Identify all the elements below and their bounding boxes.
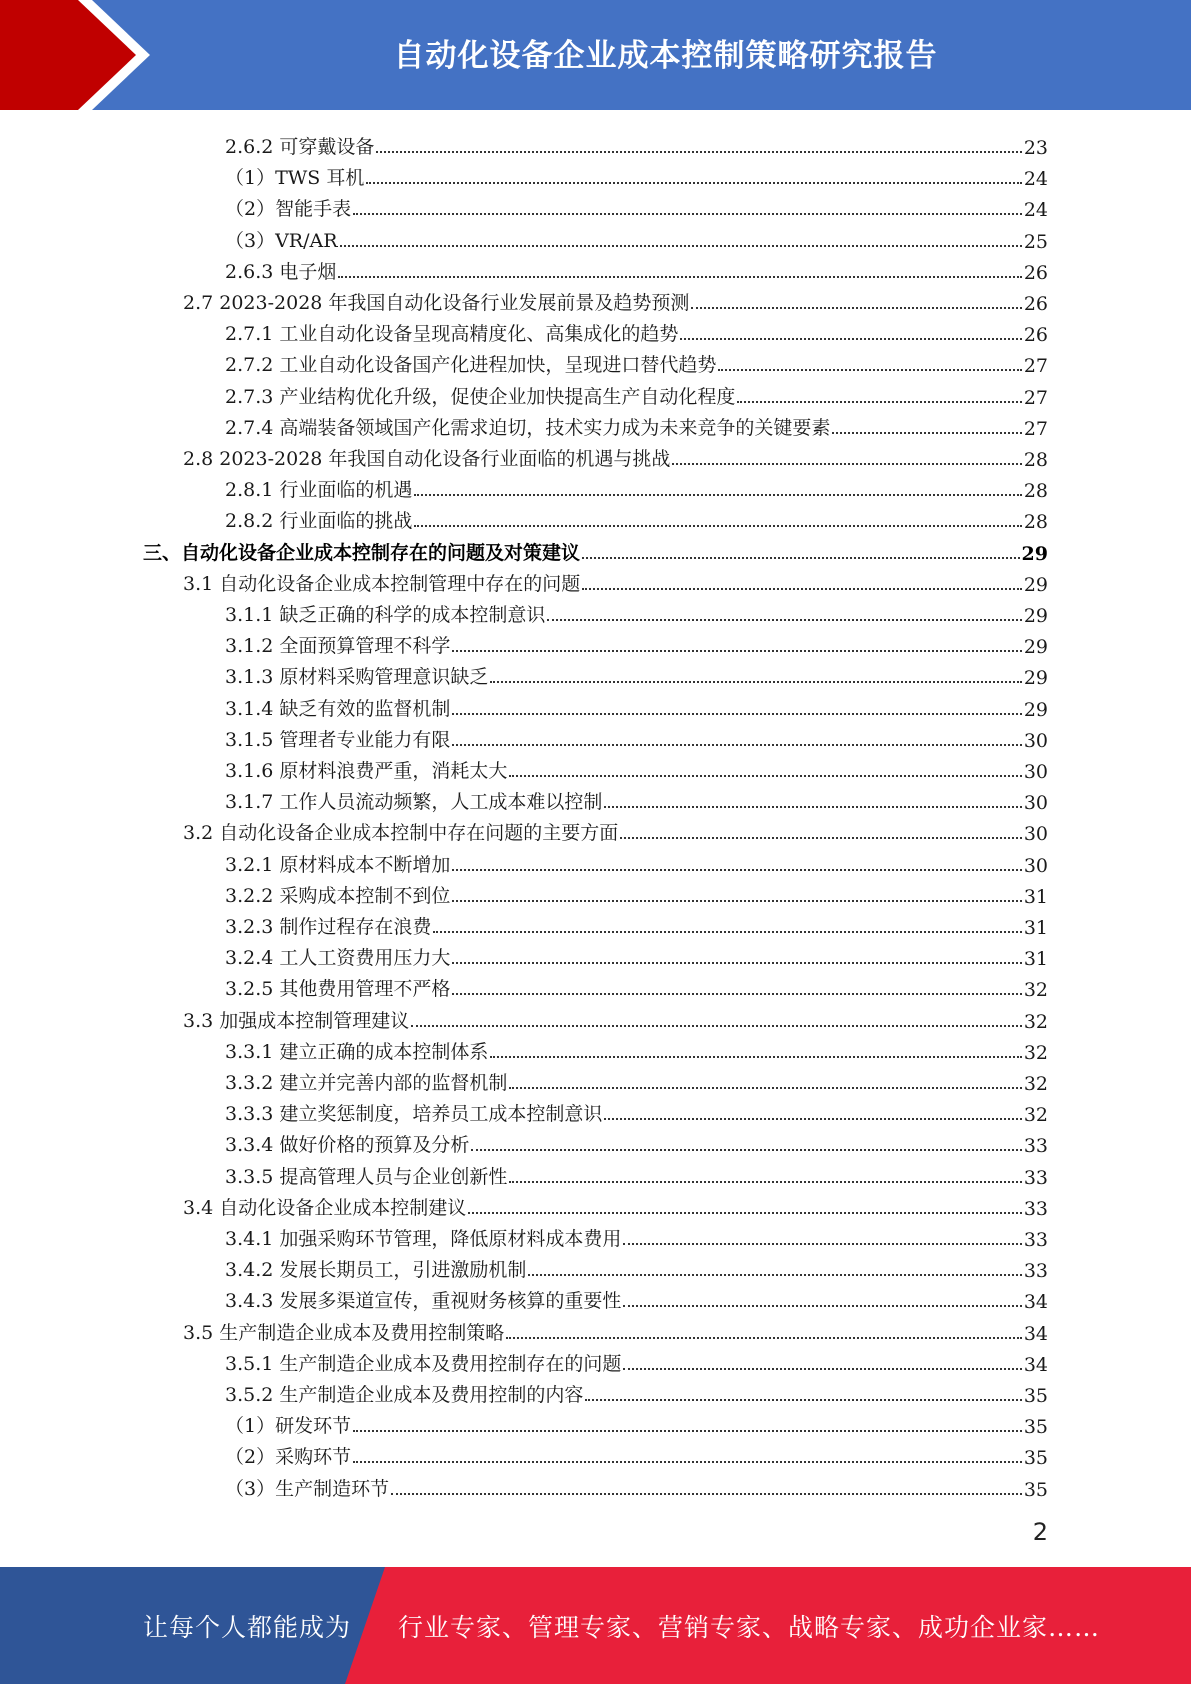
toc-entry[interactable] <box>225 471 1048 502</box>
toc-dot-leader <box>585 1399 1021 1401</box>
toc-entry[interactable] <box>183 1314 1048 1345</box>
toc-entry-page: 28 <box>1023 449 1048 471</box>
toc-entry-page: 29 <box>1023 605 1048 627</box>
toc-entry-title: 3.3.3 建立奖惩制度，培养员工成本控制意识 <box>225 1103 603 1126</box>
toc-entry-title: 3.3.2 建立并完善内部的监督机制 <box>225 1072 508 1094</box>
toc-entry-title: 3.2 自动化设备企业成本控制中存在问题的主要方面 <box>183 822 619 845</box>
toc-entry-page: 30 <box>1023 823 1048 846</box>
toc-entry-page: 35 <box>1023 1447 1048 1470</box>
toc-entry-page: 32 <box>1023 1010 1048 1033</box>
toc-entry-page: 34 <box>1023 1353 1048 1376</box>
toc-dot-leader <box>353 213 1022 215</box>
toc-entry-title: 3.4.1 加强采购环节管理，降低原材料成本费用 <box>225 1228 622 1250</box>
toc-entry[interactable] <box>225 378 1048 409</box>
toc-entry[interactable] <box>225 1438 1048 1469</box>
toc-entry-page: 32 <box>1023 1104 1048 1127</box>
toc-dot-leader <box>433 931 1021 933</box>
toc-entry-page: 23 <box>1023 137 1048 159</box>
toc-entry[interactable] <box>225 222 1048 253</box>
toc-entry-title: （3）生产制造环节 <box>225 1477 390 1500</box>
toc-dot-leader <box>452 744 1021 746</box>
toc-entry[interactable] <box>225 315 1048 346</box>
toc-dot-leader <box>604 806 1021 808</box>
toc-entry[interactable] <box>225 502 1048 533</box>
toc-entry-page: 30 <box>1023 729 1048 752</box>
toc-dot-leader <box>582 588 1022 590</box>
toc-dot-leader <box>338 276 1021 278</box>
toc-entry[interactable] <box>225 846 1048 877</box>
toc-entry-page: 33 <box>1023 1197 1048 1220</box>
toc-entry-title: （2）智能手表 <box>225 198 352 221</box>
toc-entry-page: 26 <box>1023 261 1048 284</box>
toc-entry[interactable] <box>225 1033 1048 1064</box>
page-number: 2 <box>1032 1518 1048 1546</box>
toc-entry-title: （1）研发环节 <box>225 1415 352 1438</box>
toc-dot-leader <box>340 245 1022 247</box>
toc-dot-leader <box>509 1181 1021 1183</box>
toc-entry-title: 3.4.3 发展多渠道宣传，重视财务核算的重要性 <box>225 1290 622 1313</box>
toc-entry-title: 2.8 2023-2028 年我国自动化设备行业面临的机遇与挑战 <box>183 448 671 470</box>
toc-entry-title: 2.7.3 产业结构优化升级，促使企业加快提高生产自动化程度 <box>225 385 736 408</box>
toc-entry[interactable] <box>225 877 1048 908</box>
page-footer <box>0 1567 1191 1684</box>
toc-dot-leader <box>353 1461 1022 1463</box>
toc-entry-title: （1）TWS 耳机 <box>225 167 365 190</box>
page-header <box>0 0 1191 110</box>
toc-dot-leader <box>490 681 1021 683</box>
toc-dot-leader <box>672 463 1021 465</box>
toc-entry[interactable] <box>225 159 1048 190</box>
header-chevron-icon <box>0 0 200 110</box>
toc-entry-title: 3.1.3 原材料采购管理意识缺乏 <box>225 666 489 689</box>
toc-entry-page: 32 <box>1023 979 1048 1002</box>
toc-entry-title: 3.2.5 其他费用管理不严格 <box>225 978 451 1001</box>
toc-dot-leader <box>832 432 1021 434</box>
toc-entry-title: 3.2.4 工人工资费用压力大 <box>225 947 451 970</box>
toc-dot-leader <box>468 1212 1022 1214</box>
toc-entry[interactable] <box>225 752 1048 783</box>
toc-dot-leader <box>623 1368 1021 1370</box>
toc-entry-page: 33 <box>1023 1229 1048 1251</box>
toc-entry-title: 3.3 加强成本控制管理建议 <box>183 1009 410 1032</box>
toc-entry-title: 2.7.2 工业自动化设备国产化进程加快，呈现进口替代趋势 <box>225 354 717 377</box>
toc-dot-leader <box>604 1118 1021 1120</box>
toc-dot-leader <box>547 619 1021 621</box>
toc-dot-leader <box>452 993 1021 995</box>
toc-entry[interactable] <box>225 190 1048 221</box>
toc-entry-page: 30 <box>1023 761 1048 783</box>
toc-entry-title: 2.8.2 行业面临的挑战 <box>225 510 413 533</box>
toc-dot-leader <box>506 1337 1022 1339</box>
toc-entry[interactable] <box>225 1158 1048 1189</box>
toc-entry[interactable] <box>225 690 1048 721</box>
toc-entry-title: 3.1.6 原材料浪费严重，消耗太大 <box>225 760 508 782</box>
toc-entry-page: 24 <box>1023 199 1048 222</box>
toc-entry-title: 3.1.4 缺乏有效的监督机制 <box>225 697 451 720</box>
toc-entry[interactable] <box>225 970 1048 1001</box>
toc-entry[interactable] <box>183 565 1048 596</box>
toc-dot-leader <box>353 1430 1022 1432</box>
toc-entry-title: 3.1.2 全面预算管理不科学 <box>225 635 451 658</box>
toc-dot-leader <box>718 369 1021 371</box>
toc-entry-page: 27 <box>1023 386 1048 409</box>
toc-entry-page: 35 <box>1023 1478 1048 1501</box>
toc-entry-title: 2.7 2023-2028 年我国自动化设备行业发展前景及趋势预测 <box>183 292 690 314</box>
toc-entry[interactable] <box>225 1251 1048 1282</box>
toc-entry[interactable] <box>183 814 1048 845</box>
toc-entry-page: 24 <box>1023 168 1048 191</box>
toc-entry-page: 34 <box>1023 1291 1048 1314</box>
toc-entry-title: 2.7.4 高端装备领域国产化需求迫切，技术实力成为未来竞争的关键要素 <box>225 416 831 439</box>
toc-entry[interactable] <box>225 1095 1048 1126</box>
toc-entry-title: 2.7.1 工业自动化设备呈现高精度化、高集成化的趋势 <box>225 323 679 346</box>
toc-entry[interactable] <box>225 1345 1048 1376</box>
toc-entry-page: 26 <box>1023 324 1048 347</box>
toc-entry[interactable] <box>225 1407 1048 1438</box>
toc-entry-title: 3.3.5 提高管理人员与企业创新性 <box>225 1165 508 1188</box>
toc-entry-title: （2）采购环节 <box>225 1446 352 1469</box>
toc-entry-page: 27 <box>1023 417 1048 440</box>
toc-dot-leader <box>509 1087 1021 1089</box>
toc-entry-page: 28 <box>1023 480 1048 503</box>
toc-entry-page: 29 <box>1023 573 1048 596</box>
toc-dot-leader <box>680 338 1021 340</box>
toc-entry-title: 3.4 自动化设备企业成本控制建议 <box>183 1196 467 1219</box>
toc-entry-page: 25 <box>1023 230 1048 253</box>
toc-entry-page: 29 <box>1023 698 1048 721</box>
toc-entry-title: 3.1.7 工作人员流动频繁，人工成本难以控制 <box>225 791 603 814</box>
toc-dot-leader <box>391 1493 1022 1495</box>
toc-dot-leader <box>411 1025 1022 1027</box>
toc-entry-page: 26 <box>1023 293 1048 315</box>
footer-slogan-left: 让每个人都能成为 <box>143 1612 352 1642</box>
toc-entry-page: 33 <box>1023 1260 1048 1283</box>
toc-dot-leader <box>691 307 1021 309</box>
toc-entry[interactable] <box>225 1126 1048 1157</box>
toc-entry-page: 31 <box>1023 885 1048 908</box>
toc-dot-leader <box>452 713 1021 715</box>
toc-entry-page: 31 <box>1023 948 1048 971</box>
toc-entry-title: （3）VR/AR <box>225 229 338 252</box>
toc-entry[interactable] <box>225 1220 1048 1251</box>
toc-entry[interactable] <box>225 1470 1048 1501</box>
toc-entry-page: 32 <box>1023 1041 1048 1064</box>
toc-entry-page: 35 <box>1023 1385 1048 1407</box>
toc-entry-page: 29 <box>1023 667 1048 690</box>
toc-entry-title: 2.6.3 电子烟 <box>225 260 337 283</box>
toc-dot-leader <box>452 900 1021 902</box>
toc-entry-page: 33 <box>1023 1166 1048 1189</box>
toc-entry-title: 三、自动化设备企业成本控制存在的问题及对策建议 <box>143 541 581 564</box>
toc-entry[interactable] <box>225 1376 1048 1407</box>
toc-entry-page: 28 <box>1023 511 1048 534</box>
toc-dot-leader <box>623 1243 1021 1245</box>
toc-dot-leader <box>737 401 1021 403</box>
toc-entry[interactable] <box>183 1002 1048 1033</box>
toc-entry-page: 34 <box>1023 1322 1048 1345</box>
toc-entry-title: 3.3.1 建立正确的成本控制体系 <box>225 1040 489 1063</box>
toc-entry-title: 3.1.1 缺乏正确的科学的成本控制意识 <box>225 604 546 626</box>
toc-entry[interactable] <box>225 1282 1048 1313</box>
toc-entry-title: 3.2.3 制作过程存在浪费 <box>225 916 432 938</box>
toc-entry-title: 3.2.1 原材料成本不断增加 <box>225 853 451 876</box>
toc-entry[interactable] <box>143 534 1048 565</box>
toc-entry[interactable] <box>225 627 1048 658</box>
toc-dot-leader <box>414 494 1021 496</box>
toc-entry-page: 33 <box>1023 1135 1048 1158</box>
footer-slogan-right: 行业专家、管理专家、营销专家、战略专家、成功企业家…… <box>398 1612 1101 1642</box>
toc-dot-leader <box>471 1149 1021 1151</box>
toc-dot-leader <box>376 151 1021 153</box>
toc-dot-leader <box>490 1056 1021 1058</box>
toc-dot-leader <box>528 1274 1021 1276</box>
toc-entry[interactable] <box>225 721 1048 752</box>
toc-entry-title: 3.5.2 生产制造企业成本及费用控制的内容 <box>225 1384 584 1406</box>
toc-entry-page: 35 <box>1023 1416 1048 1439</box>
toc-entry-page: 27 <box>1023 355 1048 378</box>
toc-entry-page: 29 <box>1021 542 1048 565</box>
document-title: 自动化设备企业成本控制策略研究报告 <box>393 37 938 74</box>
toc-entry-title: 3.5.1 生产制造企业成本及费用控制存在的问题 <box>225 1352 622 1375</box>
toc-entry-page: 29 <box>1023 636 1048 659</box>
toc-entry[interactable] <box>225 346 1048 377</box>
toc-dot-leader <box>509 775 1021 777</box>
toc-entry[interactable] <box>225 783 1048 814</box>
toc-entry-title: 3.3.4 做好价格的预算及分析 <box>225 1134 470 1157</box>
toc-entry[interactable] <box>225 409 1048 440</box>
toc-entry[interactable] <box>183 440 1048 471</box>
toc-entry[interactable] <box>225 1064 1048 1095</box>
toc-entry-page: 31 <box>1023 917 1048 939</box>
toc-entry[interactable] <box>225 908 1048 939</box>
toc-entry-title: 3.4.2 发展长期员工，引进激励机制 <box>225 1259 527 1282</box>
toc-entry-title: 3.5 生产制造企业成本及费用控制策略 <box>183 1321 505 1344</box>
toc-entry-title: 3.2.2 采购成本控制不到位 <box>225 884 451 907</box>
toc-dot-leader <box>623 1305 1021 1307</box>
toc-dot-leader <box>452 650 1021 652</box>
toc-dot-leader <box>620 837 1022 839</box>
toc-entry-title: 3.1.5 管理者专业能力有限 <box>225 728 451 751</box>
toc-dot-leader <box>414 525 1021 527</box>
toc-dot-leader <box>452 869 1021 871</box>
toc-entry-page: 32 <box>1023 1073 1048 1095</box>
toc-entry[interactable] <box>225 658 1048 689</box>
toc-entry[interactable] <box>183 1189 1048 1220</box>
toc-entry-page: 30 <box>1023 792 1048 815</box>
toc-entry-title: 3.1 自动化设备企业成本控制管理中存在的问题 <box>183 572 581 595</box>
toc-dot-leader <box>366 182 1021 184</box>
toc-entry-page: 30 <box>1023 854 1048 877</box>
toc-entry[interactable] <box>225 253 1048 284</box>
toc-entry[interactable] <box>225 128 1048 159</box>
toc-dot-leader <box>452 962 1021 964</box>
toc-entry[interactable] <box>225 596 1048 627</box>
toc-entry[interactable] <box>225 939 1048 970</box>
toc-entry-title: 2.8.1 行业面临的机遇 <box>225 479 413 502</box>
toc-entry[interactable] <box>183 284 1048 315</box>
toc-dot-leader <box>582 557 1020 559</box>
toc-entry-title: 2.6.2 可穿戴设备 <box>225 136 375 158</box>
